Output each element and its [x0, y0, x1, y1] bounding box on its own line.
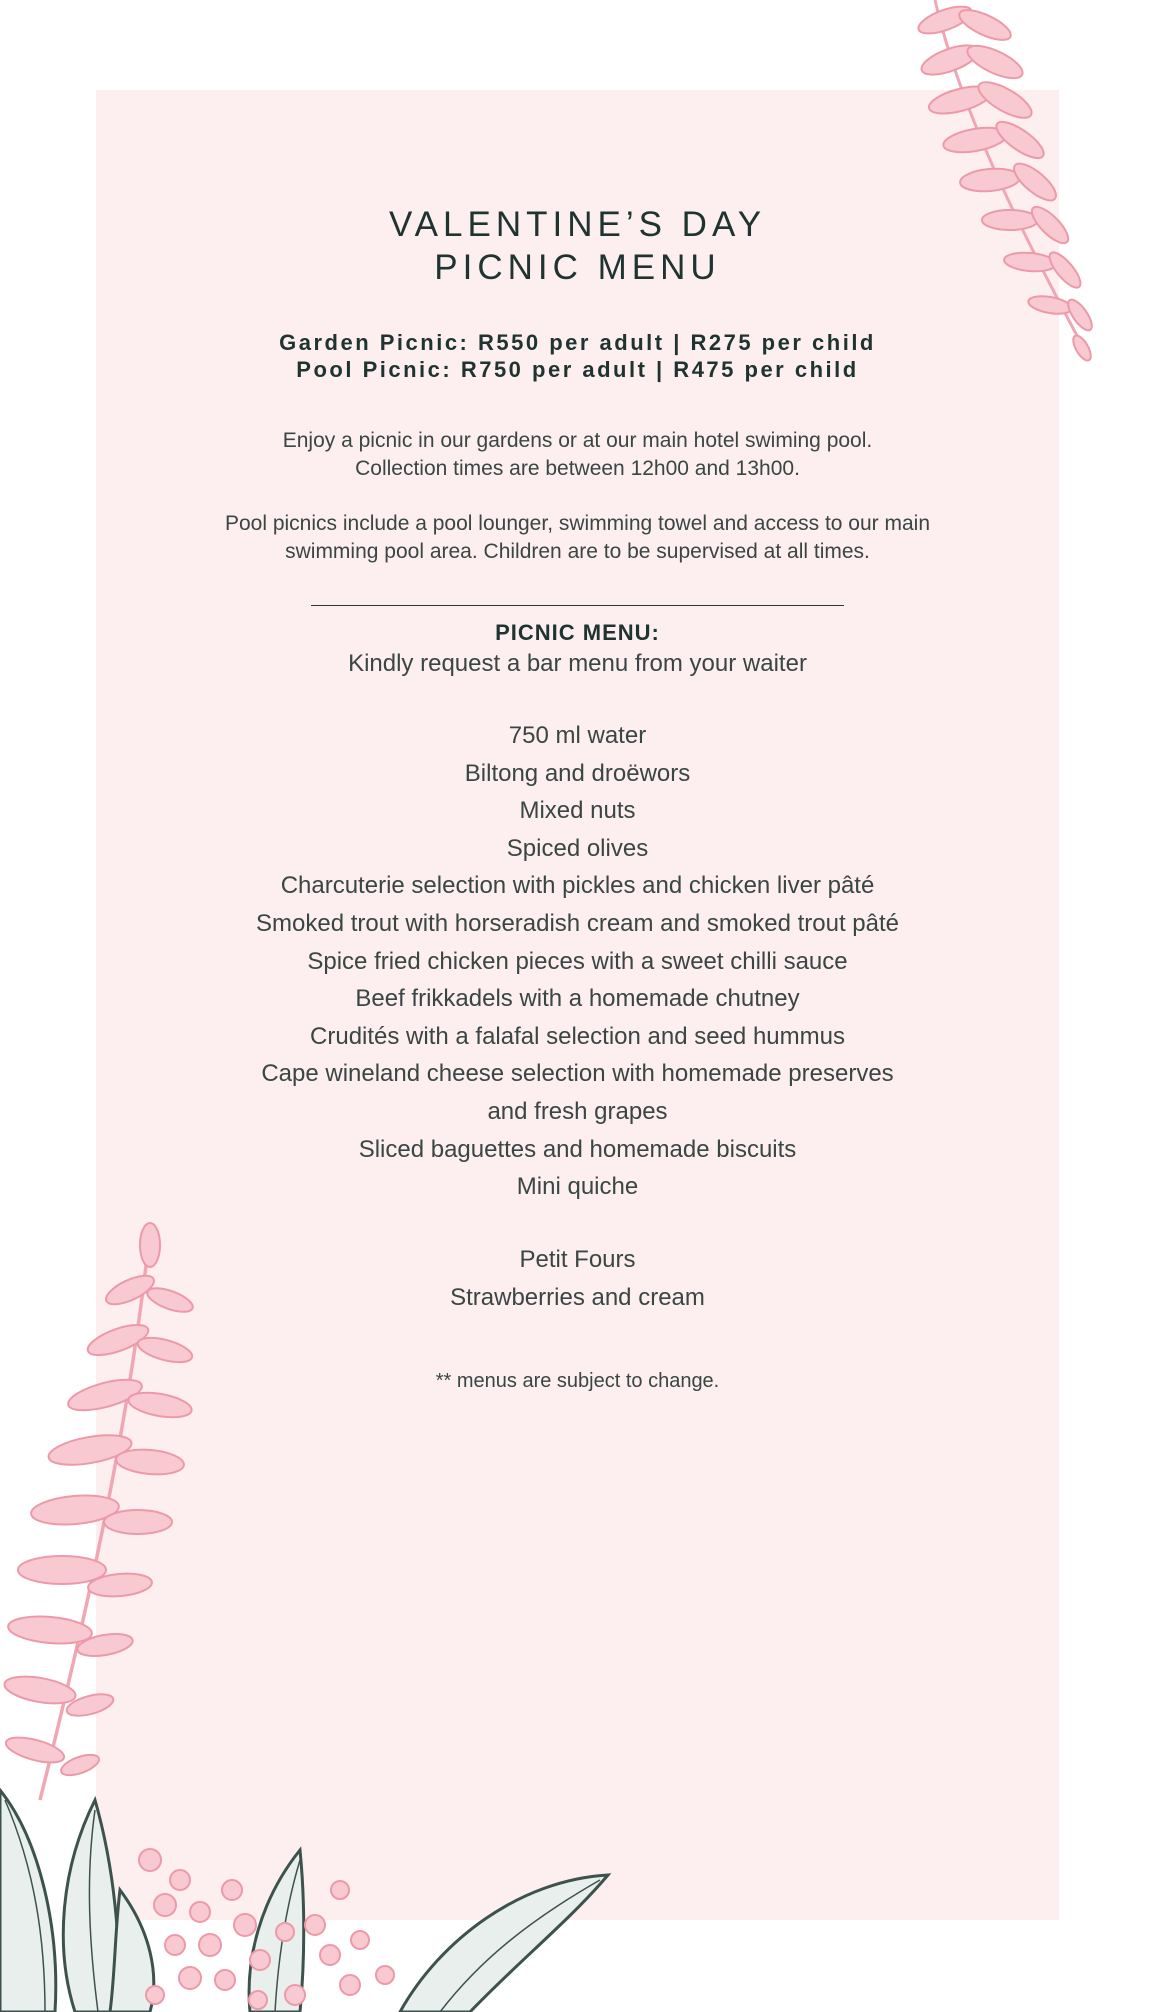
menu-item: Mini quiche: [516, 1173, 639, 1201]
menu-item: Cape wineland cheese selection with homemade preserves: [261, 1060, 894, 1088]
menu-item: 750 ml water: [508, 722, 647, 749]
menu-item: Biltong and droëwors: [464, 759, 691, 787]
pool-picnic-price: Pool Picnic: R750 per adult | R475 per child: [296, 357, 859, 382]
menu-item: Smoked trout with horseradish cream and smoked trout pâté: [256, 909, 899, 937]
menu-note: ** menus are subject to change.: [435, 1370, 720, 1392]
garden-picnic-price: Garden Picnic: R550 per adult | R275 per child: [279, 330, 876, 355]
menu-item: Mixed nuts: [519, 797, 636, 825]
page-title: VALENTINE’S DAY: [388, 205, 767, 244]
intro-line: Enjoy a picnic in our gardens or at our main hotel swiming pool.: [282, 429, 873, 452]
menu-item: Charcuterie selection with pickles and chicken liver pâté: [280, 872, 875, 900]
fern-top-right-icon: [915, 0, 1096, 363]
divider: [311, 605, 844, 606]
dessert-item: Strawberries and cream: [450, 1283, 705, 1311]
menu-heading: PICNIC MENU:: [495, 620, 660, 645]
dessert-items: [96, 1241, 1059, 1316]
menu-item: and fresh grapes: [487, 1097, 668, 1125]
menu-item: Spiced olives: [506, 834, 649, 862]
menu-item: Crudités with a falafal selection and seed hummus: [310, 1022, 845, 1050]
menu-subheading: Kindly request a bar menu from your waiter: [348, 650, 807, 677]
intro-line: swimming pool area. Children are to be supervised at all times.: [285, 540, 870, 563]
page-subtitle: PICNIC MENU: [434, 248, 721, 287]
menu-items: [96, 717, 1059, 1206]
menu-item: Beef frikkadels with a homemade chutney: [355, 985, 800, 1013]
intro-line: Pool picnics include a pool lounger, swimming towel and access to our main: [224, 512, 931, 535]
intro-line: Collection times are between 12h00 and 13h00.: [355, 457, 800, 480]
menu-item: Sliced baguettes and homemade biscuits: [358, 1135, 797, 1163]
leaves-bottom-icon: [0, 1790, 608, 2012]
menu-item: Spice fried chicken pieces with a sweet chilli sauce: [307, 947, 848, 975]
dessert-item: Petit Fours: [519, 1246, 636, 1273]
